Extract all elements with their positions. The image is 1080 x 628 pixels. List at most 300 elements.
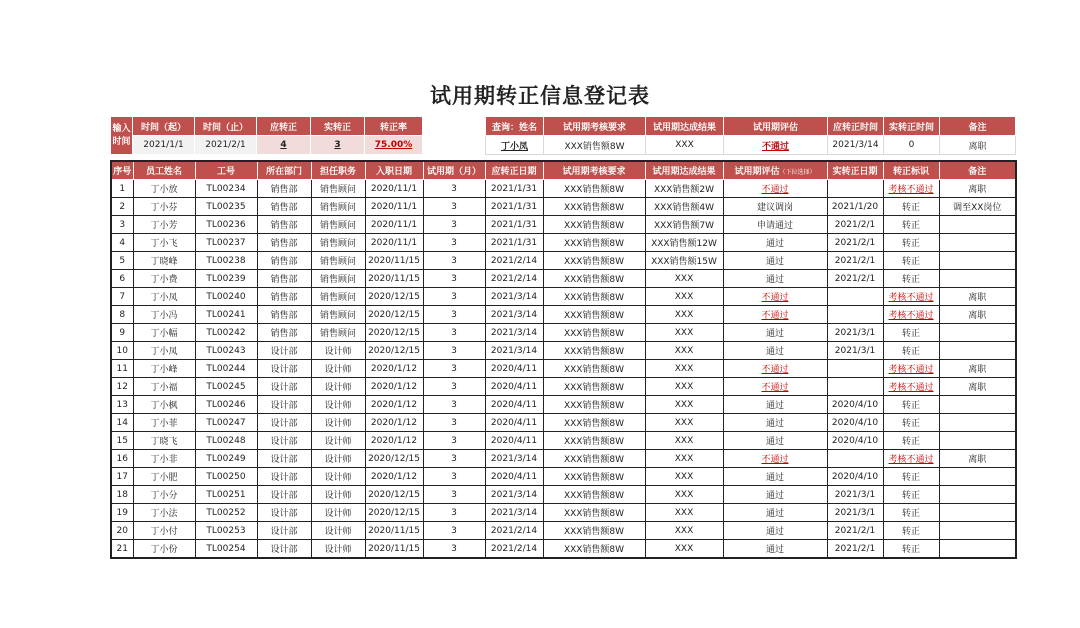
cell-position: 设计师 [311,378,365,396]
cell-probation-months: 3 [423,522,485,540]
cell-result: XXX [645,414,723,432]
cell-expected-date: 2020/4/11 [485,396,543,414]
cell-probation-months: 3 [423,216,485,234]
cell-expected-date: 2021/3/14 [485,486,543,504]
cell-eval[interactable]: 通过 [723,252,827,270]
cell-expected-date: 2020/4/11 [485,414,543,432]
cell-position: 设计师 [311,396,365,414]
cell-actual-date: 2020/4/10 [827,396,883,414]
cell-index: 16 [111,450,133,468]
cell-dept: 销售部 [257,306,311,324]
cell-flag: 转正 [883,252,939,270]
cell-index: 15 [111,432,133,450]
cell-flag: 转正 [883,540,939,559]
cell-flag: 考核不通过 [883,450,939,468]
end-time-input[interactable]: 2021/2/1 [195,136,257,155]
cell-actual-date [827,450,883,468]
cell-dept: 销售部 [257,288,311,306]
cell-requirement: XXX销售额8W [543,324,645,342]
cell-dept: 设计部 [257,522,311,540]
cell-name: 丁小冯 [133,306,195,324]
cell-id: TL00236 [195,216,257,234]
cell-flag: 转正 [883,324,939,342]
cell-dept: 销售部 [257,234,311,252]
cell-flag: 转正 [883,234,939,252]
input-time-label: 输入 时间 [111,117,133,155]
cell-actual-date: 2021/3/1 [827,324,883,342]
cell-remark [939,270,1016,288]
cell-index: 3 [111,216,133,234]
col-id-header: 工号 [195,161,257,180]
cell-requirement: XXX销售额8W [543,540,645,559]
cell-actual-date [827,288,883,306]
cell-index: 5 [111,252,133,270]
cell-join-date: 2020/12/15 [365,288,423,306]
cell-probation-months: 3 [423,288,485,306]
cell-eval[interactable]: 通过 [723,414,827,432]
query-name-input[interactable]: 丁小凤 [486,136,544,155]
cell-remark: 离职 [939,180,1016,198]
cell-result: XXX [645,540,723,559]
cell-id: TL00248 [195,432,257,450]
table-row [111,252,1016,270]
cell-index: 14 [111,414,133,432]
col-name-header: 员工姓名 [133,161,195,180]
cell-flag: 考核不通过 [883,180,939,198]
cell-eval[interactable]: 不通过 [723,288,827,306]
cell-requirement: XXX销售额8W [543,504,645,522]
cell-index: 2 [111,198,133,216]
cell-result: XXX销售额2W [645,180,723,198]
cell-eval[interactable]: 通过 [723,270,827,288]
cell-eval[interactable]: 通过 [723,234,827,252]
cell-name: 丁小福 [133,378,195,396]
confirm-rate-value: 75.00% [365,136,423,155]
cell-expected-date: 2020/4/11 [485,378,543,396]
cell-actual-date: 2021/3/1 [827,504,883,522]
cell-name: 丁小费 [133,270,195,288]
cell-eval[interactable]: 通过 [723,540,827,559]
summary-table [110,116,423,155]
cell-expected-date: 2020/4/11 [485,468,543,486]
cell-expected-date: 2020/4/11 [485,360,543,378]
table-row [111,180,1016,198]
cell-flag: 转正 [883,504,939,522]
cell-join-date: 2020/11/1 [365,216,423,234]
cell-index: 12 [111,378,133,396]
cell-eval[interactable]: 申请通过 [723,216,827,234]
cell-probation-months: 3 [423,360,485,378]
col-eval-header: 试用期评估（下拉选择） [723,161,827,180]
cell-probation-months: 3 [423,198,485,216]
cell-eval[interactable]: 通过 [723,324,827,342]
cell-dept: 销售部 [257,270,311,288]
cell-name: 丁晓飞 [133,432,195,450]
cell-expected-date: 2021/3/14 [485,504,543,522]
cell-join-date: 2020/12/15 [365,324,423,342]
cell-join-date: 2020/12/15 [365,450,423,468]
expected-confirm-value: 4 [257,136,311,155]
cell-id: TL00254 [195,540,257,559]
cell-position: 销售顾问 [311,198,365,216]
cell-requirement: XXX销售额8W [543,342,645,360]
cell-probation-months: 3 [423,306,485,324]
col-probation-months-header: 试用期（月） [423,161,485,180]
cell-name: 丁小菲 [133,414,195,432]
cell-name: 丁小法 [133,504,195,522]
cell-expected-date: 2021/2/14 [485,270,543,288]
cell-expected-date: 2021/1/31 [485,216,543,234]
cell-probation-months: 3 [423,486,485,504]
cell-expected-date: 2021/2/14 [485,252,543,270]
cell-name: 丁小幅 [133,324,195,342]
cell-eval[interactable]: 建议调岗 [723,198,827,216]
table-row [111,234,1016,252]
cell-join-date: 2020/1/12 [365,396,423,414]
cell-join-date: 2020/11/1 [365,180,423,198]
cell-flag: 转正 [883,522,939,540]
table-row [111,342,1016,360]
cell-position: 设计师 [311,468,365,486]
cell-join-date: 2020/12/15 [365,306,423,324]
cell-join-date: 2020/1/12 [365,378,423,396]
query-requirement-value: XXX销售额8W [544,136,646,155]
cell-result: XXX [645,396,723,414]
cell-probation-months: 3 [423,270,485,288]
expected-confirm-header: 应转正 [257,117,311,136]
cell-index: 19 [111,504,133,522]
cell-expected-date: 2021/3/14 [485,324,543,342]
query-expected-date-value: 2021/3/14 [828,136,884,155]
cell-expected-date: 2020/4/11 [485,432,543,450]
cell-position: 设计师 [311,504,365,522]
start-time-input[interactable]: 2021/1/1 [133,136,195,155]
cell-index: 9 [111,324,133,342]
cell-remark [939,540,1016,559]
cell-requirement: XXX销售额8W [543,468,645,486]
cell-eval[interactable]: 不通过 [723,306,827,324]
actual-confirm-value: 3 [311,136,365,155]
cell-requirement: XXX销售额8W [543,198,645,216]
cell-flag: 转正 [883,342,939,360]
cell-id: TL00237 [195,234,257,252]
cell-id: TL00252 [195,504,257,522]
cell-join-date: 2020/11/1 [365,198,423,216]
cell-expected-date: 2021/2/14 [485,522,543,540]
cell-expected-date: 2021/1/31 [485,180,543,198]
cell-dept: 销售部 [257,180,311,198]
table-row [111,216,1016,234]
dropdown-note: （下拉选择） [779,169,816,176]
cell-remark [939,414,1016,432]
cell-flag: 转正 [883,468,939,486]
cell-dept: 设计部 [257,360,311,378]
cell-remark [939,432,1016,450]
cell-position: 销售顾问 [311,306,365,324]
table-header-row [111,161,1016,180]
cell-result: XXX [645,342,723,360]
cell-remark: 离职 [939,450,1016,468]
table-row [111,432,1016,450]
table-row [111,504,1016,522]
cell-flag: 转正 [883,432,939,450]
cell-result: XXX销售额7W [645,216,723,234]
cell-dept: 设计部 [257,540,311,559]
cell-requirement: XXX销售额8W [543,288,645,306]
cell-position: 销售顾问 [311,234,365,252]
cell-name: 丁小放 [133,180,195,198]
cell-index: 13 [111,396,133,414]
cell-expected-date: 2021/3/14 [485,306,543,324]
cell-actual-date [827,360,883,378]
cell-eval[interactable]: 不通过 [723,180,827,198]
cell-requirement: XXX销售额8W [543,486,645,504]
cell-actual-date: 2021/2/1 [827,252,883,270]
table-row [111,522,1016,540]
cell-name: 丁小非 [133,450,195,468]
cell-flag: 转正 [883,486,939,504]
cell-flag: 转正 [883,270,939,288]
cell-flag: 考核不通过 [883,306,939,324]
cell-result: XXX [645,522,723,540]
table-row [111,270,1016,288]
table-row [111,450,1016,468]
table-body [111,180,1016,559]
cell-join-date: 2020/11/1 [365,234,423,252]
query-result-value: XXX [646,136,724,155]
cell-join-date: 2020/12/15 [365,504,423,522]
cell-name: 丁小飞 [133,234,195,252]
cell-index: 20 [111,522,133,540]
cell-join-date: 2020/11/15 [365,522,423,540]
cell-remark [939,486,1016,504]
col-remark-header: 备注 [939,161,1016,180]
cell-actual-date: 2021/2/1 [827,270,883,288]
table-row [111,360,1016,378]
cell-dept: 设计部 [257,432,311,450]
col-result-header: 试用期达成结果 [645,161,723,180]
cell-name: 丁小凤 [133,342,195,360]
query-remark-value: 离职 [940,136,1016,155]
sheet-title: 试用期转正信息登记表 [430,84,650,108]
cell-position: 设计师 [311,450,365,468]
cell-index: 7 [111,288,133,306]
cell-index: 4 [111,234,133,252]
cell-dept: 设计部 [257,450,311,468]
cell-probation-months: 3 [423,342,485,360]
cell-actual-date [827,180,883,198]
cell-eval[interactable]: 通过 [723,522,827,540]
cell-id: TL00251 [195,486,257,504]
col-dept-header: 所在部门 [257,161,311,180]
col-index-header: 序号 [111,161,133,180]
cell-expected-date: 2021/3/14 [485,450,543,468]
query-expected-date-header: 应转正时间 [828,117,884,136]
cell-expected-date: 2021/3/14 [485,342,543,360]
cell-eval[interactable]: 通过 [723,468,827,486]
cell-probation-months: 3 [423,432,485,450]
cell-name: 丁小芳 [133,216,195,234]
cell-probation-months: 3 [423,396,485,414]
query-name-header: 查询：姓名 [486,117,544,136]
cell-index: 11 [111,360,133,378]
col-expected-date-header: 应转正日期 [485,161,543,180]
col-join-date-header: 入职日期 [365,161,423,180]
cell-eval[interactable]: 通过 [723,342,827,360]
cell-id: TL00247 [195,414,257,432]
employee-table [110,160,1017,559]
cell-requirement: XXX销售额8W [543,414,645,432]
cell-requirement: XXX销售额8W [543,450,645,468]
start-time-header: 时间（起） [133,117,195,136]
cell-dept: 设计部 [257,396,311,414]
cell-name: 丁晓峰 [133,252,195,270]
table-row [111,306,1016,324]
cell-dept: 设计部 [257,342,311,360]
end-time-header: 时间（止） [195,117,257,136]
cell-id: TL00245 [195,378,257,396]
cell-name: 丁小枫 [133,396,195,414]
cell-requirement: XXX销售额8W [543,252,645,270]
col-flag-header: 转正标识 [883,161,939,180]
cell-expected-date: 2021/1/31 [485,234,543,252]
table-row [111,396,1016,414]
cell-name: 丁小份 [133,540,195,559]
cell-flag: 转正 [883,198,939,216]
cell-id: TL00246 [195,396,257,414]
cell-remark [939,504,1016,522]
cell-requirement: XXX销售额8W [543,306,645,324]
cell-join-date: 2020/12/15 [365,486,423,504]
cell-eval[interactable]: 不通过 [723,360,827,378]
cell-flag: 转正 [883,216,939,234]
cell-dept: 设计部 [257,486,311,504]
cell-dept: 设计部 [257,504,311,522]
query-actual-date-value: 0 [884,136,940,155]
cell-id: TL00253 [195,522,257,540]
cell-index: 21 [111,540,133,559]
cell-dept: 销售部 [257,252,311,270]
cell-remark [939,522,1016,540]
cell-probation-months: 3 [423,378,485,396]
cell-actual-date [827,306,883,324]
cell-id: TL00235 [195,198,257,216]
cell-eval[interactable]: 不通过 [723,450,827,468]
cell-eval[interactable]: 通过 [723,486,827,504]
cell-index: 17 [111,468,133,486]
cell-position: 设计师 [311,540,365,559]
table-row [111,378,1016,396]
cell-probation-months: 3 [423,414,485,432]
cell-id: TL00243 [195,342,257,360]
cell-position: 销售顾问 [311,288,365,306]
cell-join-date: 2020/1/12 [365,414,423,432]
table-row [111,414,1016,432]
cell-name: 丁小芬 [133,198,195,216]
cell-probation-months: 3 [423,252,485,270]
cell-remark: 离职 [939,288,1016,306]
cell-id: TL00241 [195,306,257,324]
cell-result: XXX [645,432,723,450]
cell-result: XXX [645,306,723,324]
cell-id: TL00250 [195,468,257,486]
cell-index: 8 [111,306,133,324]
col-position-header: 担任职务 [311,161,365,180]
cell-name: 丁小峰 [133,360,195,378]
cell-id: TL00239 [195,270,257,288]
query-eval-header: 试用期评估 [724,117,828,136]
cell-name: 丁小凤 [133,288,195,306]
cell-join-date: 2020/1/12 [365,468,423,486]
cell-position: 销售顾问 [311,180,365,198]
table-row [111,540,1016,559]
table-row [111,486,1016,504]
cell-id: TL00242 [195,324,257,342]
cell-dept: 设计部 [257,378,311,396]
cell-id: TL00238 [195,252,257,270]
cell-actual-date: 2020/4/10 [827,468,883,486]
cell-result: XXX [645,324,723,342]
cell-remark: 离职 [939,360,1016,378]
cell-join-date: 2020/11/15 [365,270,423,288]
cell-dept: 设计部 [257,414,311,432]
cell-index: 18 [111,486,133,504]
cell-remark [939,234,1016,252]
cell-requirement: XXX销售额8W [543,270,645,288]
cell-requirement: XXX销售额8W [543,378,645,396]
cell-actual-date: 2021/3/1 [827,342,883,360]
cell-requirement: XXX销售额8W [543,360,645,378]
cell-join-date: 2020/11/15 [365,540,423,559]
cell-index: 6 [111,270,133,288]
cell-dept: 销售部 [257,216,311,234]
cell-dept: 设计部 [257,468,311,486]
cell-result: XXX [645,378,723,396]
cell-result: XXX [645,450,723,468]
cell-requirement: XXX销售额8W [543,396,645,414]
cell-result: XXX销售额4W [645,198,723,216]
cell-position: 销售顾问 [311,216,365,234]
cell-remark: 离职 [939,378,1016,396]
cell-expected-date: 2021/2/14 [485,540,543,559]
cell-id: TL00244 [195,360,257,378]
cell-eval[interactable]: 不通过 [723,378,827,396]
cell-position: 设计师 [311,342,365,360]
cell-eval[interactable]: 通过 [723,432,827,450]
cell-requirement: XXX销售额8W [543,216,645,234]
cell-eval[interactable]: 通过 [723,396,827,414]
table-row [111,198,1016,216]
cell-probation-months: 3 [423,468,485,486]
cell-join-date: 2020/12/15 [365,342,423,360]
cell-probation-months: 3 [423,540,485,559]
cell-id: TL00234 [195,180,257,198]
cell-join-date: 2020/11/15 [365,252,423,270]
cell-result: XXX销售额15W [645,252,723,270]
query-requirement-header: 试用期考核要求 [544,117,646,136]
cell-eval[interactable]: 通过 [723,504,827,522]
cell-actual-date: 2021/2/1 [827,216,883,234]
cell-position: 设计师 [311,486,365,504]
col-requirement-header: 试用期考核要求 [543,161,645,180]
cell-position: 销售顾问 [311,252,365,270]
cell-remark: 离职 [939,306,1016,324]
cell-remark [939,342,1016,360]
cell-position: 销售顾问 [311,324,365,342]
cell-probation-months: 3 [423,180,485,198]
cell-position: 设计师 [311,360,365,378]
cell-position: 设计师 [311,414,365,432]
